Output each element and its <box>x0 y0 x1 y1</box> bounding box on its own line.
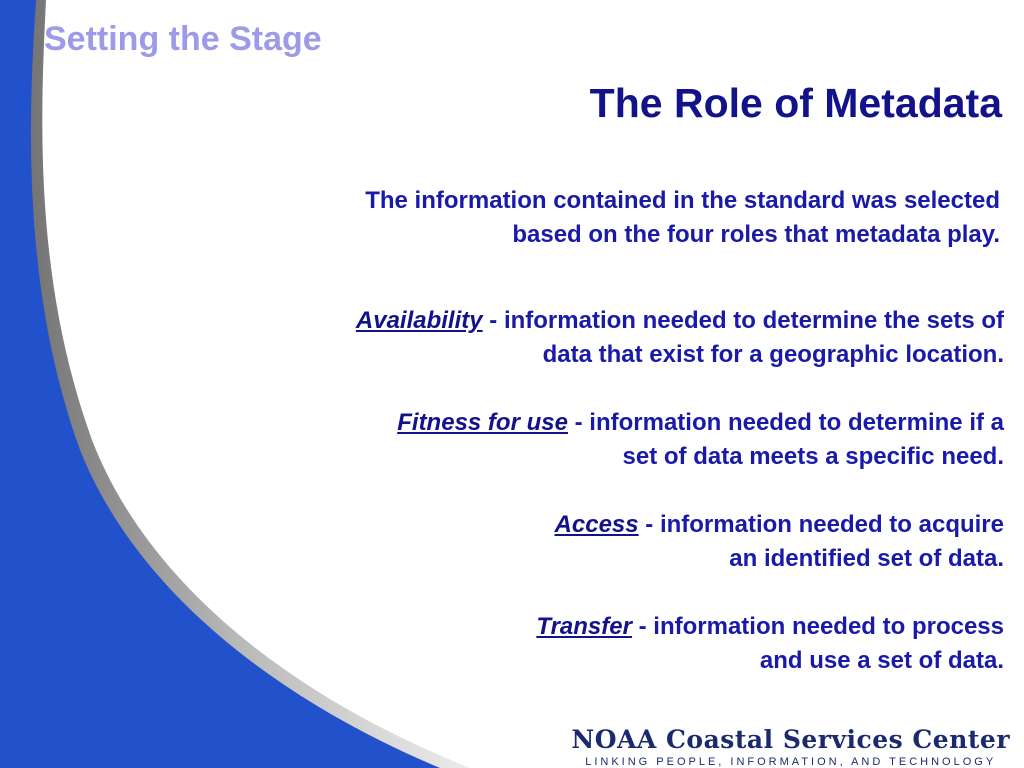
slide-title: The Role of Metadata <box>589 80 1002 126</box>
role-description: - information needed to acquire <box>638 511 1004 538</box>
role-term: Transfer <box>536 613 632 640</box>
role-line-1 <box>356 304 1004 338</box>
role-line-2: data that exist for a geographic location. <box>542 341 1004 368</box>
role-line-1 <box>555 508 1004 542</box>
role-availability <box>356 304 1004 372</box>
role-term: Availability <box>355 307 483 334</box>
intro-line-1: The information contained in the standard was selected <box>365 187 1000 214</box>
intro-paragraph <box>365 184 1000 252</box>
role-term: Fitness for use <box>397 409 568 436</box>
role-line-2: and use a set of data. <box>759 647 1004 674</box>
role-line-1 <box>536 610 1004 644</box>
role-transfer <box>536 610 1004 678</box>
noaa-logo <box>571 724 1010 768</box>
role-fitness-for-use <box>397 406 1004 474</box>
role-line-2: set of data meets a specific need. <box>622 443 1004 470</box>
role-description: - information needed to process <box>631 613 1004 640</box>
logo-name: NOAA Coastal Services Center <box>571 725 1010 754</box>
role-line-2: an identified set of data. <box>729 545 1004 572</box>
role-description: - information needed to determine if a <box>567 409 1004 436</box>
intro-line-2: based on the four roles that metadata play. <box>512 221 1000 248</box>
role-access <box>555 508 1004 576</box>
role-term: Access <box>554 511 639 538</box>
section-title: Setting the Stage <box>44 20 322 58</box>
role-line-1 <box>397 406 1004 440</box>
role-description: - information needed to determine the sets of <box>482 307 1004 334</box>
logo-tagline: LINKING PEOPLE, INFORMATION, AND TECHNOLOGY <box>585 756 997 768</box>
